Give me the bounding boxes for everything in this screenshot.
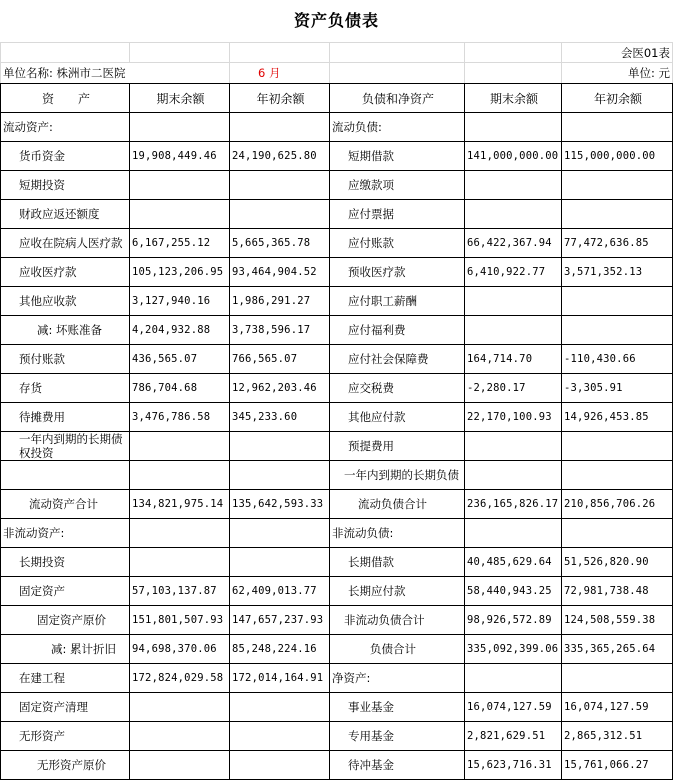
asset-label: 长期投资 [1, 548, 130, 577]
liability-end-balance [465, 200, 562, 229]
liability-end-balance [465, 664, 562, 693]
asset-end-balance: 6,167,255.12 [130, 229, 230, 258]
liability-begin-balance [562, 113, 673, 142]
liability-begin-balance: 77,472,636.85 [562, 229, 673, 258]
liability-begin-balance: 2,865,312.51 [562, 722, 673, 751]
header-end-balance: 期末余额 [130, 84, 230, 113]
asset-label: 短期投资 [1, 171, 130, 200]
asset-label: 其他应收款 [1, 287, 130, 316]
liability-end-balance: 335,092,399.06 [465, 635, 562, 664]
table-row [1, 287, 673, 316]
liability-begin-balance [562, 316, 673, 345]
liability-end-balance: 58,440,943.25 [465, 577, 562, 606]
asset-label: 存货 [1, 374, 130, 403]
asset-label: 固定资产原价 [1, 606, 130, 635]
table-row [1, 519, 673, 548]
liability-end-balance [465, 316, 562, 345]
liability-label: 流动负债: [330, 113, 465, 142]
liability-label: 负债合计 [330, 635, 465, 664]
table-row [1, 316, 673, 345]
liability-end-balance: 236,165,826.17 [465, 490, 562, 519]
liability-label: 事业基金 [330, 693, 465, 722]
table-row [1, 548, 673, 577]
report-month: 6 月 [230, 63, 330, 84]
liability-begin-balance: -110,430.66 [562, 345, 673, 374]
liability-label: 预提费用 [330, 432, 465, 461]
asset-begin-balance [230, 461, 330, 490]
asset-end-balance [130, 461, 230, 490]
asset-end-balance: 3,476,786.58 [130, 403, 230, 432]
liability-begin-balance: 124,508,559.38 [562, 606, 673, 635]
liability-begin-balance [562, 432, 673, 461]
asset-begin-balance: 5,665,365.78 [230, 229, 330, 258]
asset-label: 流动资产: [1, 113, 130, 142]
liability-end-balance [465, 461, 562, 490]
unit-name: 单位名称: 株洲市二医院 [1, 63, 230, 84]
liability-begin-balance: 14,926,453.85 [562, 403, 673, 432]
asset-begin-balance: 12,962,203.46 [230, 374, 330, 403]
liability-label: 应付账款 [330, 229, 465, 258]
asset-label: 财政应返还额度 [1, 200, 130, 229]
liability-begin-balance [562, 519, 673, 548]
table-row [1, 229, 673, 258]
asset-begin-balance: 147,657,237.93 [230, 606, 330, 635]
liability-end-balance: 16,074,127.59 [465, 693, 562, 722]
liability-begin-balance [562, 287, 673, 316]
asset-end-balance: 94,698,370.06 [130, 635, 230, 664]
liability-end-balance [465, 432, 562, 461]
asset-label: 待摊费用 [1, 403, 130, 432]
report-title: 资产负债表 [293, 11, 379, 30]
liability-label: 短期借款 [330, 142, 465, 171]
table-row [1, 345, 673, 374]
asset-end-balance: 172,824,029.58 [130, 664, 230, 693]
liability-label: 其他应付款 [330, 403, 465, 432]
liability-begin-balance [562, 664, 673, 693]
asset-end-balance [130, 751, 230, 780]
unit-info-row [1, 63, 673, 84]
asset-begin-balance [230, 200, 330, 229]
table-row [1, 258, 673, 287]
liability-begin-balance: 210,856,706.26 [562, 490, 673, 519]
liability-label: 净资产: [330, 664, 465, 693]
asset-end-balance [130, 519, 230, 548]
asset-end-balance: 19,908,449.46 [130, 142, 230, 171]
asset-begin-balance [230, 113, 330, 142]
form-code-row [1, 43, 673, 63]
balance-sheet-table [0, 42, 673, 780]
asset-label: 固定资产 [1, 577, 130, 606]
liability-label: 流动负债合计 [330, 490, 465, 519]
liability-end-balance: 22,170,100.93 [465, 403, 562, 432]
asset-end-balance: 786,704.68 [130, 374, 230, 403]
table-row [1, 490, 673, 519]
table-row [1, 577, 673, 606]
liability-begin-balance: 115,000,000.00 [562, 142, 673, 171]
asset-label: 无形资产 [1, 722, 130, 751]
table-row [1, 142, 673, 171]
liability-end-balance: 164,714.70 [465, 345, 562, 374]
table-row [1, 693, 673, 722]
liability-label: 应付社会保障费 [330, 345, 465, 374]
liability-label: 待冲基金 [330, 751, 465, 780]
asset-label: 货币资金 [1, 142, 130, 171]
asset-begin-balance: 172,014,164.91 [230, 664, 330, 693]
asset-label: 一年内到期的长期债权投资 [1, 432, 130, 461]
header-begin-balance-2: 年初余额 [562, 84, 673, 113]
asset-begin-balance: 24,190,625.80 [230, 142, 330, 171]
asset-label: 非流动资产: [1, 519, 130, 548]
asset-label: 在建工程 [1, 664, 130, 693]
header-end-balance-2: 期末余额 [465, 84, 562, 113]
asset-begin-balance [230, 432, 330, 461]
asset-begin-balance [230, 519, 330, 548]
asset-begin-balance [230, 171, 330, 200]
asset-end-balance [130, 432, 230, 461]
table-row [1, 635, 673, 664]
liability-begin-balance: 335,365,265.64 [562, 635, 673, 664]
asset-label: 应收在院病人医疗款 [1, 229, 130, 258]
asset-end-balance [130, 548, 230, 577]
asset-begin-balance: 135,642,593.33 [230, 490, 330, 519]
header-liabilities: 负债和净资产 [330, 84, 465, 113]
asset-begin-balance: 345,233.60 [230, 403, 330, 432]
liability-label: 非流动负债合计 [330, 606, 465, 635]
currency-unit: 单位: 元 [562, 63, 673, 84]
asset-begin-balance: 85,248,224.16 [230, 635, 330, 664]
liability-label: 应交税费 [330, 374, 465, 403]
asset-begin-balance [230, 751, 330, 780]
liability-label: 长期应付款 [330, 577, 465, 606]
liability-end-balance [465, 519, 562, 548]
asset-end-balance: 151,801,507.93 [130, 606, 230, 635]
asset-label: 减: 累计折旧 [1, 635, 130, 664]
asset-begin-balance: 93,464,904.52 [230, 258, 330, 287]
liability-begin-balance [562, 200, 673, 229]
liability-label: 应付职工薪酬 [330, 287, 465, 316]
table-row [1, 171, 673, 200]
table-row [1, 606, 673, 635]
asset-end-balance [130, 200, 230, 229]
liability-end-balance: 15,623,716.31 [465, 751, 562, 780]
liability-end-balance: 6,410,922.77 [465, 258, 562, 287]
liability-begin-balance: 51,526,820.90 [562, 548, 673, 577]
liability-label: 应付福利费 [330, 316, 465, 345]
liability-end-balance [465, 113, 562, 142]
liability-begin-balance: 16,074,127.59 [562, 693, 673, 722]
liability-label: 应缴款项 [330, 171, 465, 200]
table-row [1, 374, 673, 403]
asset-begin-balance: 62,409,013.77 [230, 577, 330, 606]
asset-end-balance [130, 171, 230, 200]
table-row [1, 432, 673, 461]
asset-begin-balance [230, 693, 330, 722]
asset-begin-balance [230, 722, 330, 751]
asset-begin-balance: 1,986,291.27 [230, 287, 330, 316]
asset-end-balance: 436,565.07 [130, 345, 230, 374]
liability-begin-balance: 72,981,738.48 [562, 577, 673, 606]
liability-label: 应付票据 [330, 200, 465, 229]
table-row [1, 664, 673, 693]
asset-end-balance [130, 113, 230, 142]
table-row [1, 461, 673, 490]
table-row [1, 722, 673, 751]
asset-end-balance: 134,821,975.14 [130, 490, 230, 519]
liability-begin-balance: 15,761,066.27 [562, 751, 673, 780]
asset-label: 应收医疗款 [1, 258, 130, 287]
liability-begin-balance: -3,305.91 [562, 374, 673, 403]
asset-end-balance: 105,123,206.95 [130, 258, 230, 287]
asset-label: 固定资产清理 [1, 693, 130, 722]
asset-end-balance: 3,127,940.16 [130, 287, 230, 316]
liability-begin-balance [562, 461, 673, 490]
asset-label: 流动资产合计 [1, 490, 130, 519]
liability-end-balance: 141,000,000.00 [465, 142, 562, 171]
asset-end-balance: 57,103,137.87 [130, 577, 230, 606]
asset-end-balance [130, 722, 230, 751]
table-row [1, 403, 673, 432]
header-begin-balance: 年初余额 [230, 84, 330, 113]
liability-label: 非流动负债: [330, 519, 465, 548]
liability-label: 一年内到期的长期负债 [330, 461, 465, 490]
asset-begin-balance [230, 548, 330, 577]
liability-end-balance: 98,926,572.89 [465, 606, 562, 635]
liability-begin-balance: 3,571,352.13 [562, 258, 673, 287]
asset-begin-balance: 766,565.07 [230, 345, 330, 374]
asset-label: 预付账款 [1, 345, 130, 374]
asset-label: 无形资产原价 [1, 751, 130, 780]
table-row [1, 200, 673, 229]
asset-end-balance: 4,204,932.88 [130, 316, 230, 345]
liability-label: 预收医疗款 [330, 258, 465, 287]
liability-end-balance [465, 287, 562, 316]
liability-label: 专用基金 [330, 722, 465, 751]
liability-label: 长期借款 [330, 548, 465, 577]
liability-begin-balance [562, 171, 673, 200]
table-row [1, 751, 673, 780]
form-code: 会医01表 [562, 43, 673, 63]
liability-end-balance: 40,485,629.64 [465, 548, 562, 577]
table-row [1, 113, 673, 142]
header-row [1, 84, 673, 113]
liability-end-balance [465, 171, 562, 200]
liability-end-balance: -2,280.17 [465, 374, 562, 403]
header-asset: 资 产 [1, 84, 130, 113]
liability-end-balance: 66,422,367.94 [465, 229, 562, 258]
asset-end-balance [130, 693, 230, 722]
asset-begin-balance: 3,738,596.17 [230, 316, 330, 345]
asset-label [1, 461, 130, 490]
asset-label: 减: 坏账准备 [1, 316, 130, 345]
liability-end-balance: 2,821,629.51 [465, 722, 562, 751]
